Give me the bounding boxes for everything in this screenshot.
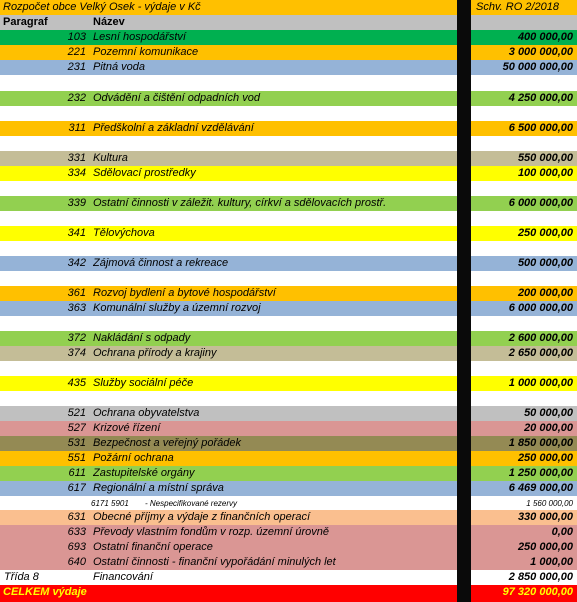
- row-code: 435: [67, 377, 86, 389]
- row-code: 693: [67, 541, 86, 553]
- row-code: 341: [67, 227, 86, 239]
- row-name: Nakládání s odpady: [93, 332, 191, 344]
- budget-row: [0, 466, 577, 481]
- row-amount: 20 000,00: [524, 422, 573, 434]
- row-amount: 6 500 000,00: [508, 122, 573, 134]
- row-code: 527: [67, 422, 86, 434]
- row-amount: 3 000 000,00: [508, 46, 573, 58]
- row-name: Komunální služby a územní rozvoj: [93, 302, 261, 314]
- row-code: 617: [67, 482, 86, 494]
- sheet-title: Rozpočet obce Velký Osek - výdaje v Kč: [3, 1, 201, 13]
- row-name: Rozvoj bydlení a bytové hospodářství: [93, 287, 276, 299]
- row-code: 521: [67, 407, 86, 419]
- row-amount: 1 850 000,00: [508, 437, 573, 449]
- financing-row: [0, 570, 577, 585]
- row-code: 6171 5901: [91, 499, 129, 508]
- total-row: [0, 585, 577, 602]
- budget-row: [0, 555, 577, 570]
- amount-column-header: Schv. RO 2/2018: [476, 1, 559, 13]
- row-name: Ostatní finanční operace: [93, 541, 213, 553]
- budget-row: [0, 30, 577, 45]
- row-amount: 2 650 000,00: [508, 347, 573, 359]
- budget-row: [0, 91, 577, 106]
- row-amount: 4 250 000,00: [508, 92, 573, 104]
- row-name: Ostatní činnosti - finanční vypořádání minulých let: [93, 556, 336, 568]
- total-label: CELKEM výdaje: [3, 586, 87, 598]
- budget-row: [0, 540, 577, 555]
- row-amount: 2 850 000,00: [508, 571, 573, 583]
- row-name: Lesní hospodářství: [93, 31, 186, 43]
- title-row: [0, 0, 577, 15]
- row-code: 374: [67, 347, 86, 359]
- row-amount: 2 600 000,00: [508, 332, 573, 344]
- row-amount: 6 000 000,00: [508, 197, 573, 209]
- column-header-row: [0, 15, 577, 30]
- row-name: Obecné příjmy a výdaje z finančních operací: [93, 511, 311, 523]
- budget-row: [0, 256, 577, 271]
- row-name: Bezpečnost a veřejný pořádek: [93, 437, 241, 449]
- row-amount: 0,00: [551, 526, 573, 538]
- row-amount: 250 000,00: [517, 541, 573, 553]
- row-code: 339: [67, 197, 86, 209]
- budget-row: [0, 286, 577, 301]
- budget-row: [0, 510, 577, 525]
- row-amount: 330 000,00: [517, 511, 573, 523]
- row-amount: 550 000,00: [517, 152, 573, 164]
- row-code: Třída 8: [4, 571, 39, 583]
- row-name: Ostatní činnosti v záležit. kultury, církví a sdělovacích prostř.: [93, 197, 387, 209]
- row-code: 311: [68, 122, 86, 134]
- row-code: 363: [67, 302, 86, 314]
- row-code: 372: [67, 332, 86, 344]
- row-code: 633: [67, 526, 86, 538]
- row-name: Regionální a místní správa: [93, 482, 224, 494]
- budget-row: [0, 60, 577, 75]
- budget-row: [0, 406, 577, 421]
- budget-row: [0, 525, 577, 540]
- row-name: Služby sociální péče: [93, 377, 194, 389]
- budget-row: [0, 376, 577, 391]
- row-name: Převody vlastním fondům v rozp. územní úrovně: [93, 526, 329, 538]
- row-code: 611: [68, 467, 86, 479]
- row-name: Kultura: [93, 152, 128, 164]
- row-code: 640: [67, 556, 86, 568]
- row-name: Krizové řízení: [93, 422, 161, 434]
- row-code: 221: [67, 46, 86, 58]
- row-name: Sdělovací prostředky: [93, 167, 196, 179]
- row-amount: 1 000,00: [530, 556, 573, 568]
- budget-row: [0, 481, 577, 496]
- row-name: Tělovýchova: [93, 227, 155, 239]
- row-amount: 6 469 000,00: [508, 482, 573, 494]
- col-nazev: Název: [93, 16, 125, 28]
- budget-row: [0, 226, 577, 241]
- total-amount: 97 320 000,00: [502, 586, 573, 598]
- row-name: Požární ochrana: [93, 452, 174, 464]
- row-code: 103: [67, 31, 86, 43]
- row-name: Ochrana obyvatelstva: [93, 407, 200, 419]
- budget-row: [0, 166, 577, 181]
- row-amount: 400 000,00: [517, 31, 573, 43]
- budget-row: [0, 151, 577, 166]
- row-code: 551: [67, 452, 86, 464]
- row-code: 232: [67, 92, 86, 104]
- row-code: 334: [67, 167, 86, 179]
- budget-row: [0, 301, 577, 316]
- row-amount: 1 250 000,00: [508, 467, 573, 479]
- budget-row: [0, 421, 577, 436]
- row-name: Financování: [93, 571, 153, 583]
- row-name: - Nespecifikované rezervy: [145, 499, 238, 508]
- budget-row: [0, 196, 577, 211]
- row-amount: 1 560 000,00: [526, 499, 573, 508]
- budget-row: [0, 45, 577, 60]
- row-amount: 1 000 000,00: [508, 377, 573, 389]
- row-code: 231: [67, 61, 86, 73]
- row-amount: 50 000,00: [524, 407, 573, 419]
- row-amount: 200 000,00: [517, 287, 573, 299]
- budget-row: [0, 331, 577, 346]
- row-code: 531: [67, 437, 86, 449]
- budget-row: [0, 121, 577, 136]
- row-name: Odvádění a čištění odpadních vod: [93, 92, 260, 104]
- row-name: Zastupitelské orgány: [93, 467, 195, 479]
- row-code: 342: [67, 257, 86, 269]
- row-code: 331: [67, 152, 86, 164]
- budget-row: [0, 436, 577, 451]
- row-amount: 100 000,00: [517, 167, 573, 179]
- row-code: 361: [67, 287, 86, 299]
- row-name: Pitná voda: [93, 61, 145, 73]
- col-paragraf: Paragraf: [3, 16, 48, 28]
- row-amount: 250 000,00: [517, 227, 573, 239]
- row-amount: 500 000,00: [517, 257, 573, 269]
- row-amount: 50 000 000,00: [502, 61, 573, 73]
- budget-row-sub: [0, 496, 577, 511]
- row-name: Předškolní a základní vzdělávání: [93, 122, 254, 134]
- row-amount: 6 000 000,00: [508, 302, 573, 314]
- budget-row: [0, 451, 577, 466]
- row-name: Pozemní komunikace: [93, 46, 199, 58]
- row-name: Ochrana přírody a krajiny: [93, 347, 217, 359]
- column-divider: [457, 0, 471, 602]
- row-code: 631: [67, 511, 86, 523]
- budget-row: [0, 346, 577, 361]
- row-name: Zájmová činnost a rekreace: [93, 257, 229, 269]
- row-amount: 250 000,00: [517, 452, 573, 464]
